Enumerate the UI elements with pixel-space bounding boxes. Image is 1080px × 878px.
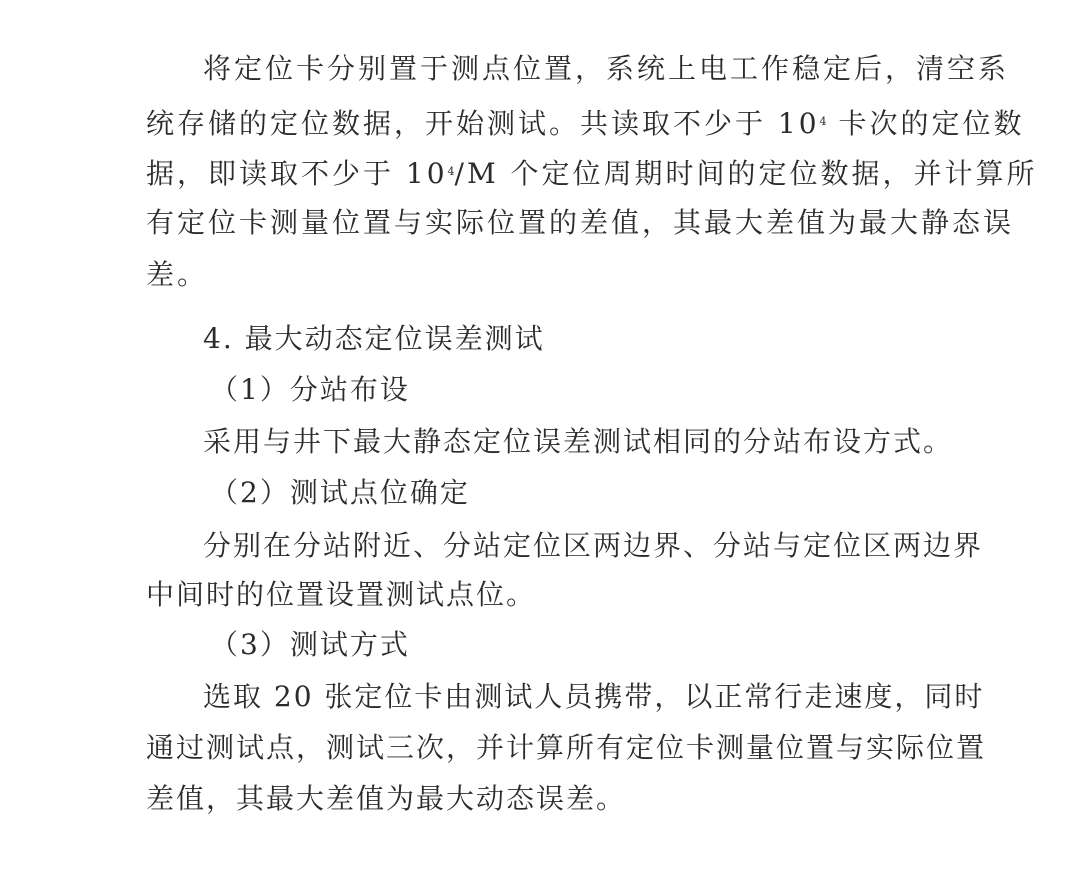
section-heading: 4. 最大动态定位误差测试: [203, 322, 545, 355]
subsection-heading: （2）测试点位确定: [210, 476, 470, 509]
superscript-exponent: 4: [447, 165, 455, 178]
paragraph-line: 差。: [146, 258, 209, 291]
paragraph-text: 卡次的定位数: [826, 107, 1025, 140]
paragraph-line: 差值，其最大差值为最大动态误差。: [146, 782, 627, 815]
paragraph-line: 通过测试点，测试三次，并计算所有定位卡测量位置与实际位置: [146, 731, 987, 764]
paragraph-line: 采用与井下最大静态定位误差测试相同的分站布设方式。: [203, 425, 954, 458]
paragraph-line: 选取 20 张定位卡由测试人员携带，以正常行走速度，同时: [203, 680, 985, 713]
paragraph-line: [146, 107, 1024, 141]
paragraph-text: 统存储的定位数据，开始测试。共读取不少于 10: [146, 107, 820, 140]
paragraph-line: 有定位卡测量位置与实际位置的差值，其最大差值为最大静态误: [146, 206, 1015, 239]
paragraph-line: 中间时的位置设置测试点位。: [146, 578, 537, 611]
paragraph-line: 分别在分站附近、分站定位区两边界、分站与定位区两边界: [203, 529, 984, 562]
paragraph-text: 据，即读取不少于 10: [146, 157, 448, 190]
subsection-heading: （1）分站布设: [210, 373, 410, 406]
paragraph-line: [146, 157, 1038, 191]
paragraph-text: /M 个定位周期时间的定位数据，并计算所: [454, 157, 1038, 190]
paragraph-line: 将定位卡分别置于测点位置，系统上电工作稳定后，清空系: [203, 52, 1010, 85]
superscript-exponent: 4: [819, 115, 827, 128]
subsection-heading: （3）测试方式: [210, 628, 410, 661]
